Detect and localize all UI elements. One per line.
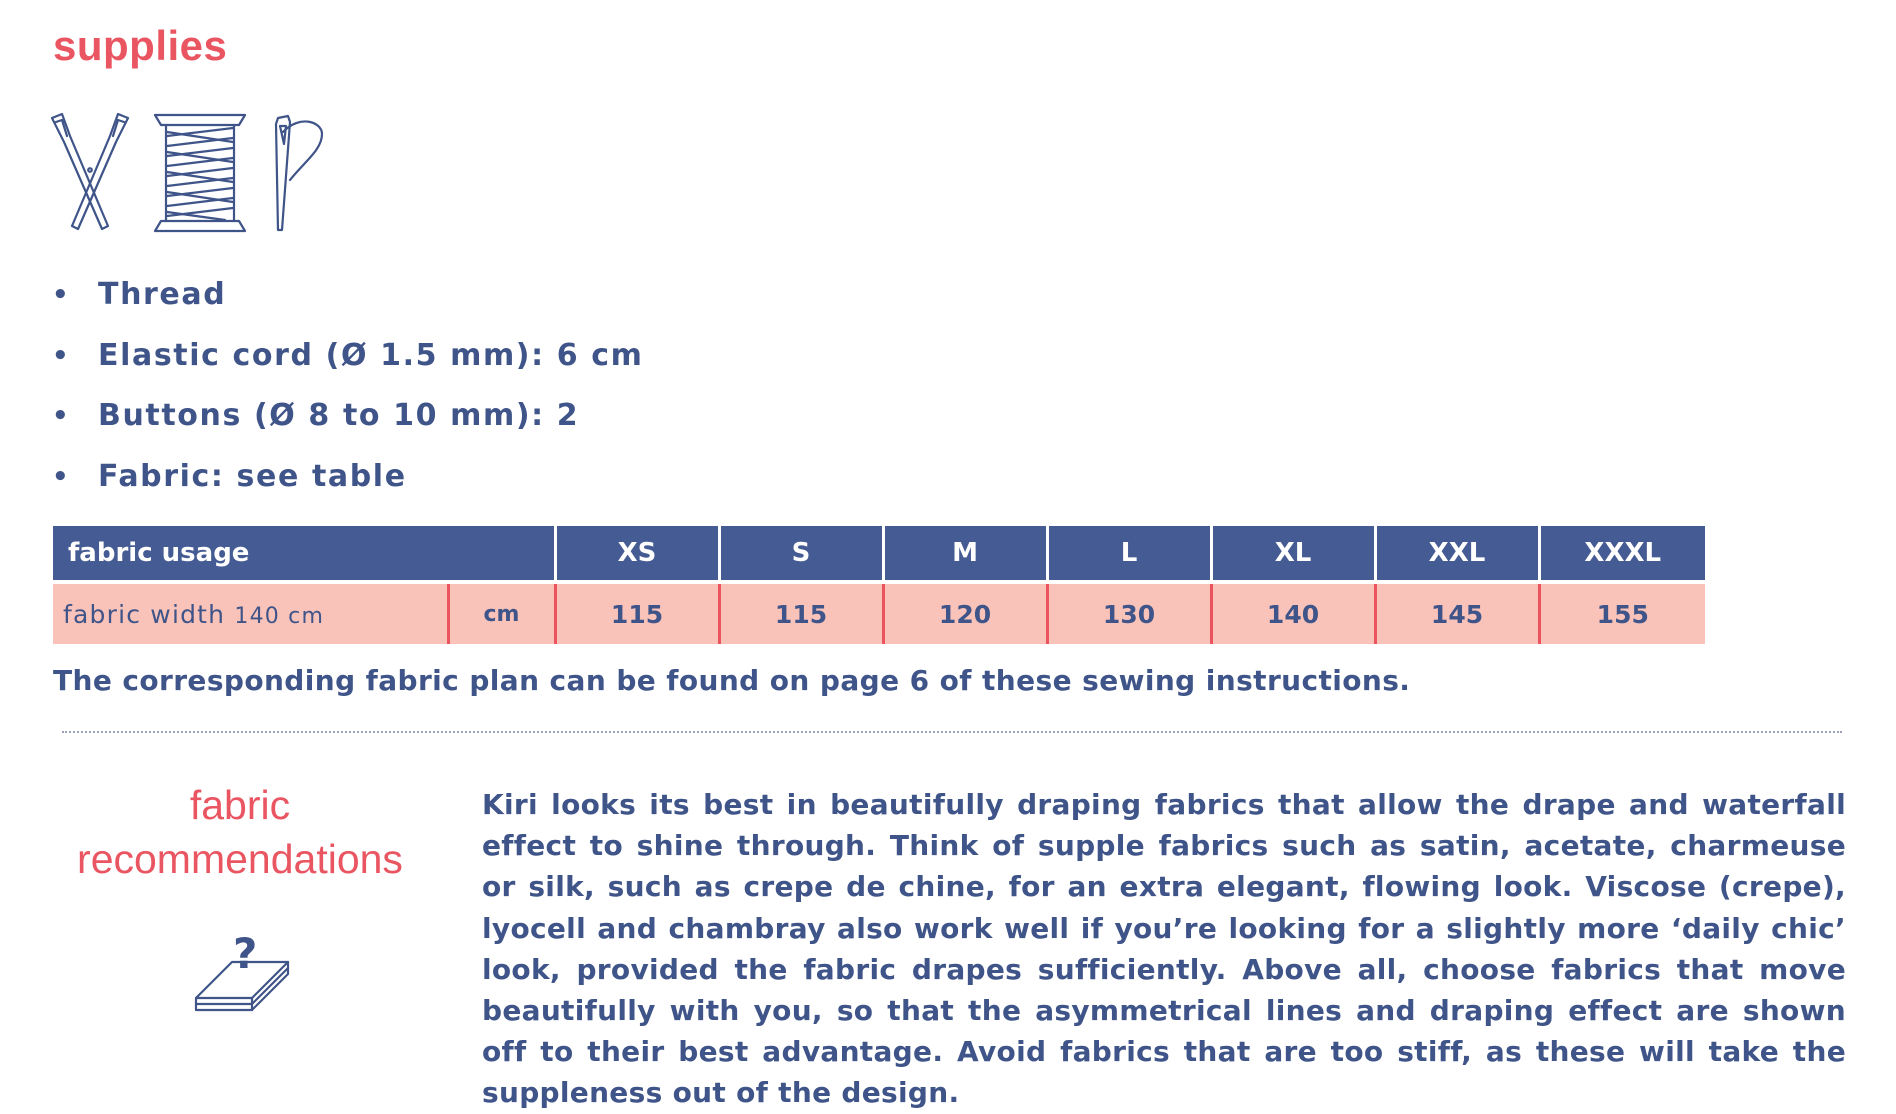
- table-cell: 120: [883, 584, 1047, 644]
- size-header: L: [1047, 526, 1211, 580]
- list-item: • Fabric: see table: [52, 458, 407, 494]
- size-header: M: [883, 526, 1047, 580]
- scissors-icon: [52, 114, 128, 229]
- fabric-usage-label: fabric usage: [53, 526, 555, 580]
- size-header: XXL: [1375, 526, 1539, 580]
- supplies-icons: [50, 114, 340, 232]
- unit-cell: cm: [448, 584, 555, 644]
- table-header-row: [53, 526, 1705, 580]
- needle-icon: [276, 116, 322, 230]
- table-cell: 145: [1375, 584, 1539, 644]
- size-header: XS: [555, 526, 719, 580]
- dotted-divider: [62, 731, 1842, 733]
- thread-spool-icon: [155, 115, 245, 231]
- table-row: [53, 584, 1705, 644]
- fabric-recommendations-text: Kiri looks its best in beautifully draping fabrics that allow the drape and waterfall effect to shine through. Think of supple fabrics such as satin, acetate, charmeuse or silk, such as crepe de chine, for an extra elegant, flowing look. Viscose (crepe), lyocell and chambray also work well if you’re looking for a slightly more ‘daily chic’ look, provided the fabric drapes sufficiently. Above all, choose fabrics that move beautifully with you, so that the asymmetrical lines and draping effect are shown off to their best advantage. Avoid fabrics that are too stiff, as these will take the suppleness out of the design.: [482, 788, 1846, 1110]
- size-header: XL: [1211, 526, 1375, 580]
- list-item: • Buttons (Ø 8 to 10 mm): 2: [52, 398, 580, 433]
- table-cell: 115: [719, 584, 883, 644]
- supplies-list: [52, 272, 644, 514]
- list-item: • Thread: [52, 277, 227, 312]
- fabric-question-icon: [192, 936, 292, 1018]
- size-header: S: [719, 526, 883, 580]
- fabric-recommendations-heading: fabric recommendations: [77, 782, 403, 882]
- svg-text:?: ?: [233, 936, 258, 978]
- size-header: XXXL: [1539, 526, 1705, 580]
- fabric-plan-note: The corresponding fabric plan can be found on page 6 of these sewing instructions.: [53, 664, 1411, 697]
- list-item: • Elastic cord (Ø 1.5 mm): 6 cm: [52, 337, 644, 373]
- table-cell: 115: [555, 584, 719, 644]
- table-cell: 140: [1211, 584, 1375, 644]
- table-cell: 130: [1047, 584, 1211, 644]
- table-cell: 155: [1539, 584, 1705, 644]
- fabric-usage-table: [53, 526, 1705, 644]
- supplies-heading: supplies: [53, 22, 228, 69]
- fabric-width-label: fabric width 140 cm: [53, 584, 448, 644]
